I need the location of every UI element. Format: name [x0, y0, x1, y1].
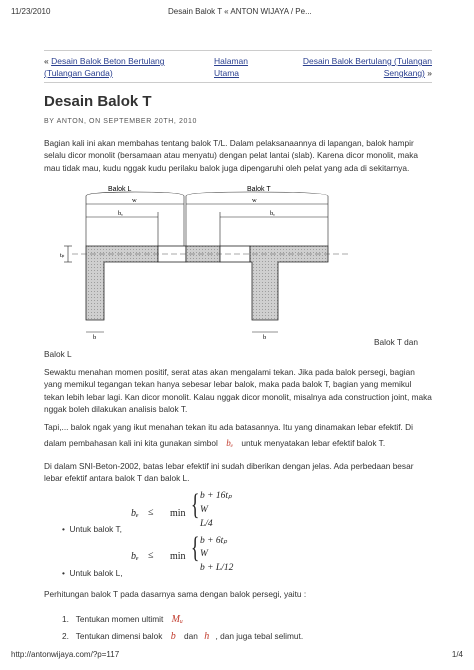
figure-caption: Balok T dan [374, 337, 418, 347]
nav-home[interactable] [214, 55, 274, 79]
post-byline: BY ANTON, ON SEPTEMBER 20TH, 2010 [44, 118, 197, 125]
nav-prev[interactable] [44, 55, 194, 79]
bullet-dot: • [62, 524, 70, 534]
step-1 [62, 614, 183, 625]
print-date: 11/23/2010 [11, 7, 51, 16]
label-be-t: bₑ [270, 210, 275, 217]
bullet-dot: • [62, 568, 70, 578]
label-w-l: w [132, 197, 137, 204]
nav-prev-arrow: « [44, 56, 49, 66]
bullet-balok-t-label: Untuk balok T, [69, 524, 122, 534]
label-balok-l: Balok L [108, 186, 132, 193]
formula-t-opt-2: W [200, 505, 208, 515]
symbol-mu: Mᵤ [171, 614, 183, 625]
step-1-number: 1. [62, 614, 69, 624]
formula-l-brace: { [190, 531, 200, 564]
figure-caption-continued: Balok L [44, 349, 72, 359]
formula-l-min: min [170, 551, 186, 562]
paragraph-3-line-2 [44, 437, 385, 449]
nav-next-link[interactable]: Desain Balok Bertulang (Tulangan Sengkang) [302, 56, 432, 78]
formula-t-brace: { [190, 488, 200, 521]
label-w-t: w [252, 197, 257, 204]
symbol-h: h [204, 631, 210, 642]
print-header [11, 7, 463, 21]
step-2-text-b: dan [184, 631, 198, 641]
formula-l-opt-2: W [200, 549, 208, 559]
post-title: Desain Balok T [44, 93, 152, 110]
formula-t-opt-3: L/4 [200, 519, 213, 529]
label-b-l: b [93, 334, 97, 341]
paragraph-3-line-1: Tapi,... balok ngak yang ikut menahan tekan itu ada batasannya. Itu yang dinamakan lebar efektif. Di [44, 422, 413, 432]
bullet-balok-l-label: Untuk balok L, [69, 568, 123, 578]
step-2-text-a: Tentukan dimensi balok [75, 631, 163, 641]
beam-sections [86, 246, 328, 320]
formula-t-min: min [170, 508, 186, 519]
paragraph-4: Di dalam SNI-Beton-2002, batas lebar efektif ini sudah diberikan dengan jelas. Ada perbedaan besar lebar efektif antara balok T dan balok L. [44, 461, 414, 484]
bullet-balok-t [62, 524, 122, 534]
intro-paragraph: Bagian kali ini akan membahas tentang balok T/L. Dalam pelaksanaannya di lapangan, balok hampir selalu dicor monolit (bersamaan atau menyatu) dengan pelat lantai (slab). Karena dicor monolit, maka mau tidak mau, kudu nggak kudu perilaku balok juga dipengaruhi oleh pelat yang ada di sekitarnya. [44, 138, 419, 173]
nav-home-link[interactable]: Halaman Utama [214, 56, 249, 78]
footer-page: 1/4 [451, 650, 463, 659]
formula-l-opt-1: b + 6tₚ [200, 536, 228, 546]
formula-l-le: ≤ [148, 550, 154, 561]
paragraph-5: Perhitungan balok T pada dasarnya sama dengan balok persegi, yaitu : [44, 589, 307, 599]
print-footer [11, 650, 463, 664]
symbol-b: b [170, 631, 176, 642]
step-1-text: Tentukan momen ultimit [75, 614, 164, 624]
formula-l-be: bₑ [131, 551, 139, 562]
footer-url: http://antonwijaya.com/?p=117 [11, 650, 120, 659]
label-b-t: b [263, 334, 267, 341]
print-title: Desain Balok T « ANTON WIJAYA / Pe... [168, 7, 312, 16]
formula-l-opt-3: b + L/12 [200, 563, 234, 573]
nav-next[interactable] [282, 55, 432, 79]
label-balok-t: Balok T [247, 186, 271, 193]
post-navigation [44, 55, 432, 81]
paragraph-3-text-a: dalam pembahasan kali ini kita gunakan simbol [44, 438, 218, 448]
step-2-text-c: , dan juga tebal selimut. [215, 631, 304, 641]
nav-prev-link[interactable]: Desain Balok Beton Bertulang (Tulangan Ganda) [44, 56, 165, 78]
paragraph-3-text-b: untuk menyatakan lebar efektif balok T. [241, 438, 386, 448]
formula-t-le: ≤ [148, 507, 154, 518]
label-be-l: bₑ [118, 210, 123, 217]
step-2-number: 2. [62, 631, 69, 641]
bullet-balok-l [62, 568, 123, 578]
nav-divider-bottom [44, 82, 432, 83]
nav-divider-top [44, 50, 432, 51]
formula-t-be: bₑ [131, 508, 139, 519]
label-tp: tₚ [60, 252, 65, 259]
paragraph-2: Sewaktu menahan momen positif, serat atas akan mengalami tekan. Jika pada balok persegi, bagian yang memikul tegangan tekan hanya sebesar lebar balok, maka pada balok T, bagian yang memikul tekan lebih lebar lagi. Kan dicor monolit. Kalau nggak dicor monolit, misalnya ada construction joint, maka nggak boleh dilakukan analisis balok T. [44, 367, 432, 415]
step-2 [62, 631, 303, 642]
formula-t-opt-1: b + 16tₚ [200, 491, 233, 501]
balok-t-l-figure [60, 182, 360, 342]
nav-next-arrow: » [427, 68, 432, 78]
symbol-be: bₑ [226, 438, 234, 448]
